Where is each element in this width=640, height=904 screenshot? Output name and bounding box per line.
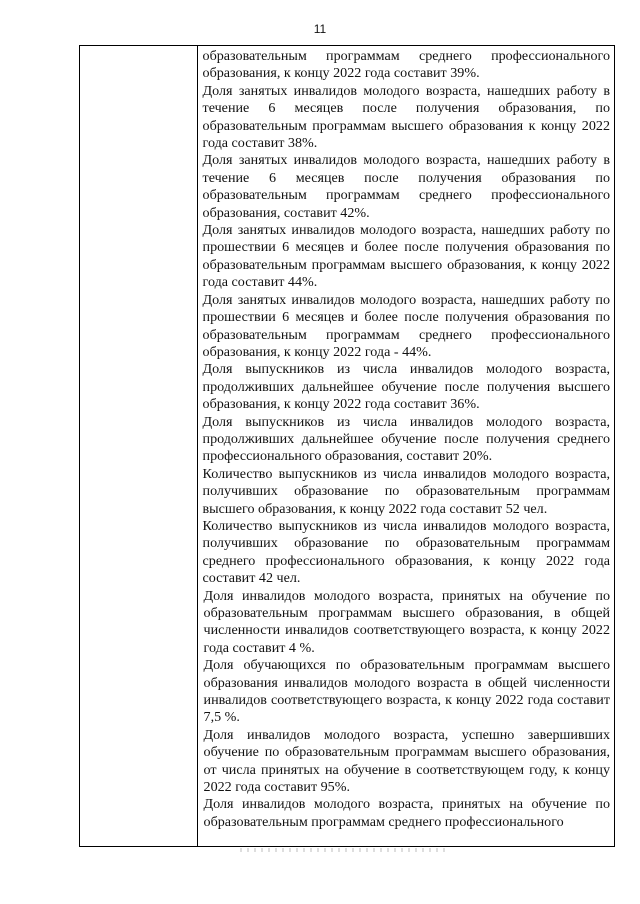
page-number: 11 (313, 22, 327, 36)
paragraph-5: Доля занятых инвалидов молодого возраста, нашедших работу по прошествии 6 месяцев и более после получения образования по образовательным программам среднего профессионального образования, к концу 2022 года - 44%. (202, 291, 610, 360)
paragraph-9: Количество выпускников из числа инвалидов молодого возраста, получивших образование по образовательным программам среднего профессионального образования, к концу 2022 года составит 42 чел. (202, 517, 610, 587)
paragraph-2: Доля занятых инвалидов молодого возраста, нашедших работу в течение 6 месяцев после получения образования, по образовательным программам высшего образования к концу 2022 года составит 38%. (202, 82, 610, 152)
paragraph-12: Доля инвалидов молодого возраста, успешно завершивших обучение по образовательным программам высшего образования, от числа принятых на обучение в соответствующем году, к концу 2022 года составит 95%. (203, 726, 610, 796)
scan-noise (240, 848, 450, 852)
paragraph-1: образовательным программам среднего профессионального образования, к концу 2022 года составит 39%. (202, 48, 610, 82)
paragraph-3: Доля занятых инвалидов молодого возраста, нашедших работу в течение 6 месяцев после получения образования по образовательным программам среднего профессионального образования, составит 42%. (202, 152, 610, 221)
paragraph-7: Доля выпускников из числа инвалидов молодого возраста, продолживших дальнейшее обучение после получения среднего профессионального образования, составит 20%. (202, 413, 610, 465)
document-table (79, 45, 615, 847)
paragraph-4: Доля занятых инвалидов молодого возраста, нашедших работу по прошествии 6 месяцев и более после получения образования по образовательным программам высшего образования, к концу 2022 года составит 44%. (202, 222, 610, 291)
table-row (80, 46, 615, 847)
paragraph-11: Доля обучающихся по образовательным программам высшего образования инвалидов молодого возраста в общей численности инвалидов соответствующего возраста, к концу 2022 года составит 7,5 %. (203, 657, 610, 726)
table-left-cell (80, 46, 198, 847)
paragraph-8: Количество выпускников из числа инвалидов молодого возраста, получивших образование по образовательным программам высшего образования, к концу 2022 года составит 52 чел. (202, 465, 610, 517)
paragraph-10: Доля инвалидов молодого возраста, принятых на обучение по образовательным программам высшего образования, в общей численности инвалидов соответствующего возраста, к концу 2022 года составит 4 %. (203, 587, 610, 656)
paragraph-6: Доля выпускников из числа инвалидов молодого возраста, продолживших дальнейшее обучение после получения высшего образования, к концу 2022 года составит 36%. (202, 361, 610, 413)
table-right-cell (197, 46, 614, 847)
paragraph-13: Доля инвалидов молодого возраста, принятых на обучение по образовательным программам среднего профессионального (203, 796, 610, 830)
